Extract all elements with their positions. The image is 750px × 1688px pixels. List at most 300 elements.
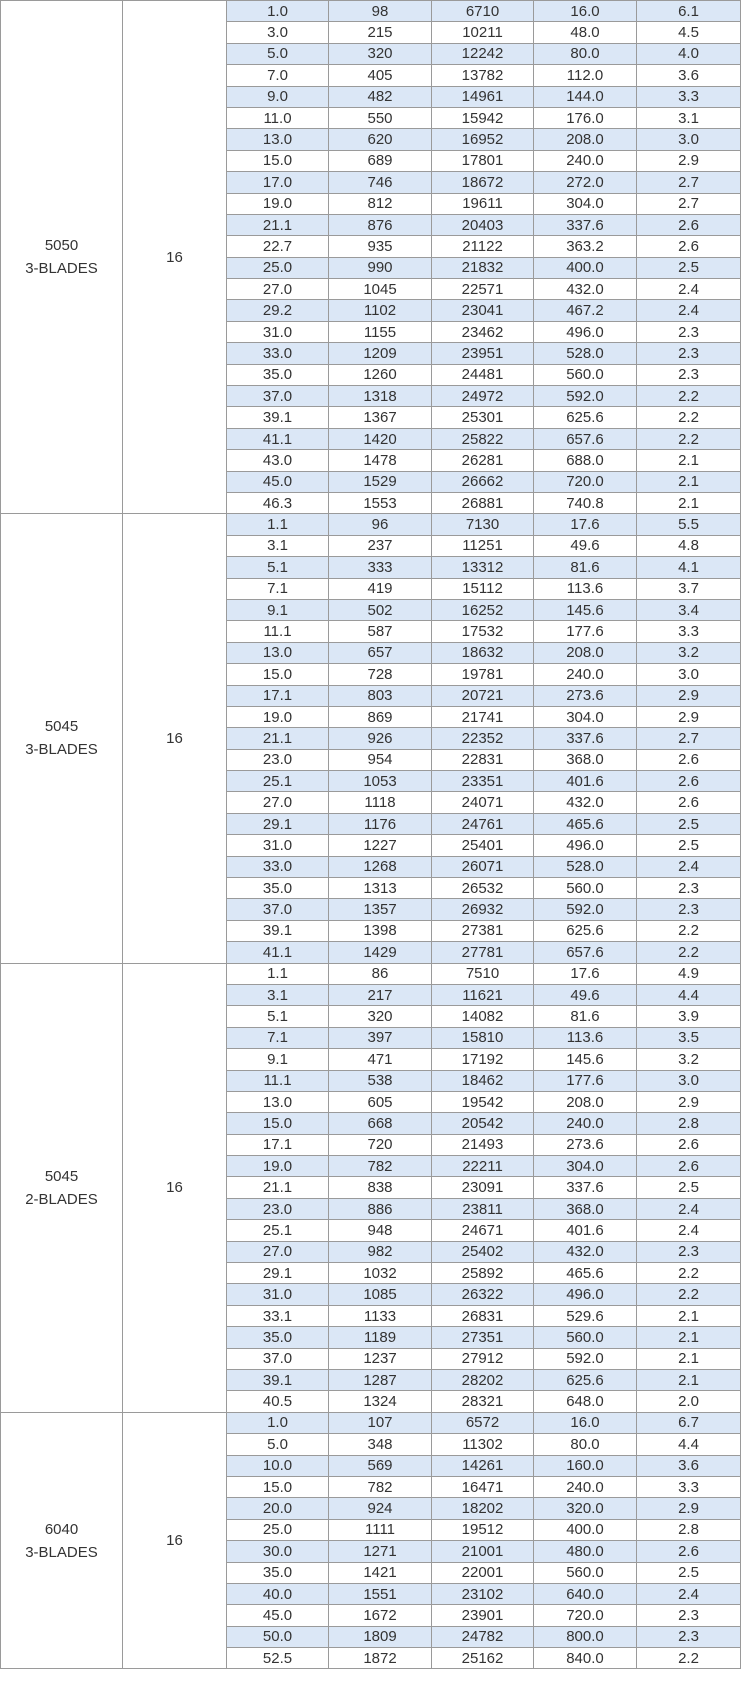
thrust-cell: 26831 <box>432 1305 534 1326</box>
efficiency-cell: 3.6 <box>637 1455 741 1476</box>
efficiency-cell: 2.6 <box>637 1134 741 1155</box>
rpm-cell: 1421 <box>329 1562 432 1583</box>
rpm-cell: 876 <box>329 214 432 235</box>
thrust-cell: 13782 <box>432 65 534 86</box>
power-cell: 465.6 <box>534 1263 637 1284</box>
power-cell: 560.0 <box>534 878 637 899</box>
power-cell: 432.0 <box>534 792 637 813</box>
rpm-cell: 348 <box>329 1434 432 1455</box>
efficiency-cell: 4.8 <box>637 535 741 556</box>
throttle-cell: 25.0 <box>227 1519 329 1540</box>
power-cell: 496.0 <box>534 321 637 342</box>
rpm-cell: 320 <box>329 1006 432 1027</box>
efficiency-cell: 2.3 <box>637 899 741 920</box>
power-cell: 320.0 <box>534 1498 637 1519</box>
rpm-cell: 1551 <box>329 1583 432 1604</box>
rpm-cell: 96 <box>329 514 432 535</box>
rpm-cell: 1313 <box>329 878 432 899</box>
rpm-cell: 1271 <box>329 1541 432 1562</box>
rpm-cell: 1085 <box>329 1284 432 1305</box>
power-cell: 363.2 <box>534 236 637 257</box>
throttle-cell: 35.0 <box>227 1562 329 1583</box>
thrust-cell: 18462 <box>432 1070 534 1091</box>
power-cell: 640.0 <box>534 1583 637 1604</box>
power-cell: 240.0 <box>534 150 637 171</box>
rpm-cell: 1155 <box>329 321 432 342</box>
table-body <box>1 1 741 1669</box>
throttle-cell: 39.1 <box>227 920 329 941</box>
thrust-cell: 26071 <box>432 856 534 877</box>
efficiency-cell: 2.8 <box>637 1519 741 1540</box>
throttle-cell: 41.1 <box>227 428 329 449</box>
throttle-cell: 19.0 <box>227 1156 329 1177</box>
rpm-cell: 782 <box>329 1476 432 1497</box>
power-cell: 144.0 <box>534 86 637 107</box>
power-cell: 496.0 <box>534 1284 637 1305</box>
throttle-cell: 17.0 <box>227 172 329 193</box>
efficiency-cell: 3.3 <box>637 1476 741 1497</box>
throttle-cell: 29.1 <box>227 813 329 834</box>
efficiency-cell: 2.5 <box>637 257 741 278</box>
power-cell: 208.0 <box>534 129 637 150</box>
thrust-cell: 24671 <box>432 1220 534 1241</box>
rpm-cell: 1176 <box>329 813 432 834</box>
thrust-cell: 24782 <box>432 1626 534 1647</box>
thrust-cell: 19512 <box>432 1519 534 1540</box>
throttle-cell: 27.0 <box>227 1241 329 1262</box>
power-cell: 496.0 <box>534 835 637 856</box>
power-cell: 240.0 <box>534 1113 637 1134</box>
efficiency-cell: 4.1 <box>637 557 741 578</box>
power-cell: 81.6 <box>534 557 637 578</box>
throttle-cell: 22.7 <box>227 236 329 257</box>
throttle-cell: 15.0 <box>227 150 329 171</box>
throttle-cell: 29.2 <box>227 300 329 321</box>
efficiency-cell: 2.9 <box>637 150 741 171</box>
rpm-cell: 1398 <box>329 920 432 941</box>
efficiency-cell: 2.3 <box>637 364 741 385</box>
efficiency-cell: 4.9 <box>637 963 741 984</box>
efficiency-cell: 3.0 <box>637 664 741 685</box>
efficiency-cell: 2.3 <box>637 321 741 342</box>
throttle-cell: 25.1 <box>227 771 329 792</box>
throttle-cell: 19.0 <box>227 706 329 727</box>
efficiency-cell: 2.2 <box>637 407 741 428</box>
power-cell: 800.0 <box>534 1626 637 1647</box>
table-row <box>1 963 741 984</box>
efficiency-cell: 3.3 <box>637 86 741 107</box>
power-cell: 400.0 <box>534 1519 637 1540</box>
throttle-cell: 15.0 <box>227 1476 329 1497</box>
thrust-cell: 16952 <box>432 129 534 150</box>
efficiency-cell: 2.6 <box>637 792 741 813</box>
throttle-cell: 23.0 <box>227 749 329 770</box>
thrust-cell: 23901 <box>432 1605 534 1626</box>
throttle-cell: 13.0 <box>227 1091 329 1112</box>
rpm-cell: 1053 <box>329 771 432 792</box>
efficiency-cell: 2.1 <box>637 1327 741 1348</box>
efficiency-cell: 2.3 <box>637 1605 741 1626</box>
rpm-cell: 1809 <box>329 1626 432 1647</box>
efficiency-cell: 4.4 <box>637 984 741 1005</box>
efficiency-cell: 2.3 <box>637 878 741 899</box>
rpm-cell: 657 <box>329 642 432 663</box>
thrust-cell: 6572 <box>432 1412 534 1433</box>
throttle-cell: 9.0 <box>227 86 329 107</box>
propeller-model: 5050 <box>44 237 79 255</box>
blade-count: 2-BLADES <box>25 1190 98 1208</box>
efficiency-cell: 2.0 <box>637 1391 741 1412</box>
rpm-cell: 1102 <box>329 300 432 321</box>
throttle-cell: 33.1 <box>227 1305 329 1326</box>
power-cell: 480.0 <box>534 1541 637 1562</box>
thrust-cell: 26662 <box>432 471 534 492</box>
efficiency-cell: 2.6 <box>637 749 741 770</box>
thrust-cell: 15942 <box>432 107 534 128</box>
rpm-cell: 107 <box>329 1412 432 1433</box>
blade-count: 3-BLADES <box>25 1543 98 1561</box>
throttle-cell: 45.0 <box>227 1605 329 1626</box>
thrust-cell: 21122 <box>432 236 534 257</box>
power-cell: 112.0 <box>534 65 637 86</box>
throttle-cell: 5.1 <box>227 557 329 578</box>
thrust-cell: 13312 <box>432 557 534 578</box>
throttle-cell: 31.0 <box>227 835 329 856</box>
thrust-cell: 26932 <box>432 899 534 920</box>
throttle-cell: 23.0 <box>227 1198 329 1219</box>
throttle-cell: 1.0 <box>227 1 329 22</box>
thrust-cell: 26281 <box>432 450 534 471</box>
efficiency-cell: 2.1 <box>637 471 741 492</box>
rpm-cell: 1209 <box>329 343 432 364</box>
rpm-cell: 1429 <box>329 942 432 963</box>
rpm-cell: 782 <box>329 1156 432 1177</box>
efficiency-cell: 6.7 <box>637 1412 741 1433</box>
throttle-cell: 52.5 <box>227 1648 329 1669</box>
thrust-cell: 20403 <box>432 214 534 235</box>
throttle-cell: 31.0 <box>227 1284 329 1305</box>
thrust-cell: 7510 <box>432 963 534 984</box>
power-cell: 337.6 <box>534 1177 637 1198</box>
rpm-cell: 838 <box>329 1177 432 1198</box>
rpm-cell: 502 <box>329 599 432 620</box>
throttle-cell: 37.0 <box>227 1348 329 1369</box>
power-cell: 432.0 <box>534 1241 637 1262</box>
rpm-cell: 333 <box>329 557 432 578</box>
rpm-cell: 550 <box>329 107 432 128</box>
rpm-cell: 728 <box>329 664 432 685</box>
throttle-cell: 37.0 <box>227 899 329 920</box>
size-cell: 16 <box>123 1 227 514</box>
thrust-cell: 6710 <box>432 1 534 22</box>
blade-count: 3-BLADES <box>25 260 98 278</box>
rpm-cell: 587 <box>329 621 432 642</box>
rpm-cell: 397 <box>329 1027 432 1048</box>
power-cell: 592.0 <box>534 899 637 920</box>
rpm-cell: 1672 <box>329 1605 432 1626</box>
rpm-cell: 1872 <box>329 1648 432 1669</box>
thrust-cell: 14261 <box>432 1455 534 1476</box>
efficiency-cell: 2.6 <box>637 214 741 235</box>
thrust-cell: 17192 <box>432 1049 534 1070</box>
rpm-cell: 982 <box>329 1241 432 1262</box>
rpm-cell: 1045 <box>329 279 432 300</box>
power-cell: 337.6 <box>534 214 637 235</box>
rpm-cell: 98 <box>329 1 432 22</box>
throttle-cell: 3.1 <box>227 984 329 1005</box>
thrust-cell: 25162 <box>432 1648 534 1669</box>
efficiency-cell: 2.6 <box>637 236 741 257</box>
power-cell: 17.6 <box>534 514 637 535</box>
efficiency-cell: 3.2 <box>637 642 741 663</box>
thrust-cell: 10211 <box>432 22 534 43</box>
thrust-cell: 25401 <box>432 835 534 856</box>
thrust-cell: 16252 <box>432 599 534 620</box>
thrust-cell: 24071 <box>432 792 534 813</box>
thrust-cell: 21832 <box>432 257 534 278</box>
thrust-cell: 26322 <box>432 1284 534 1305</box>
power-cell: 113.6 <box>534 578 637 599</box>
blade-count: 3-BLADES <box>25 741 98 759</box>
power-cell: 16.0 <box>534 1 637 22</box>
efficiency-cell: 2.4 <box>637 1220 741 1241</box>
throttle-cell: 13.0 <box>227 129 329 150</box>
throttle-cell: 10.0 <box>227 1455 329 1476</box>
throttle-cell: 43.0 <box>227 450 329 471</box>
throttle-cell: 9.1 <box>227 1049 329 1070</box>
thrust-cell: 11251 <box>432 535 534 556</box>
efficiency-cell: 4.5 <box>637 22 741 43</box>
thrust-cell: 22571 <box>432 279 534 300</box>
throttle-cell: 7.1 <box>227 578 329 599</box>
efficiency-cell: 2.5 <box>637 813 741 834</box>
rpm-cell: 620 <box>329 129 432 150</box>
thrust-cell: 14961 <box>432 86 534 107</box>
thrust-cell: 23091 <box>432 1177 534 1198</box>
power-cell: 176.0 <box>534 107 637 128</box>
thrust-cell: 24972 <box>432 386 534 407</box>
size-cell: 16 <box>123 514 227 963</box>
power-cell: 657.6 <box>534 428 637 449</box>
efficiency-cell: 2.2 <box>637 1648 741 1669</box>
rpm-cell: 471 <box>329 1049 432 1070</box>
power-cell: 145.6 <box>534 1049 637 1070</box>
throttle-cell: 13.0 <box>227 642 329 663</box>
throttle-cell: 27.0 <box>227 792 329 813</box>
efficiency-cell: 2.4 <box>637 279 741 300</box>
propeller-model-cell <box>1 963 123 1412</box>
efficiency-cell: 2.7 <box>637 193 741 214</box>
rpm-cell: 1420 <box>329 428 432 449</box>
propeller-model-cell <box>1 1412 123 1669</box>
thrust-cell: 28202 <box>432 1370 534 1391</box>
propeller-model-cell <box>1 514 123 963</box>
size-cell: 16 <box>123 1412 227 1669</box>
rpm-cell: 217 <box>329 984 432 1005</box>
efficiency-cell: 2.8 <box>637 1113 741 1134</box>
throttle-cell: 19.0 <box>227 193 329 214</box>
throttle-cell: 15.0 <box>227 664 329 685</box>
throttle-cell: 5.0 <box>227 43 329 64</box>
table-row <box>1 1 741 22</box>
throttle-cell: 7.0 <box>227 65 329 86</box>
thrust-cell: 7130 <box>432 514 534 535</box>
thrust-cell: 11621 <box>432 984 534 1005</box>
rpm-cell: 1227 <box>329 835 432 856</box>
power-cell: 528.0 <box>534 343 637 364</box>
efficiency-cell: 3.4 <box>637 599 741 620</box>
thrust-cell: 14082 <box>432 1006 534 1027</box>
thrust-cell: 22831 <box>432 749 534 770</box>
thrust-cell: 23462 <box>432 321 534 342</box>
rpm-cell: 720 <box>329 1134 432 1155</box>
power-cell: 657.6 <box>534 942 637 963</box>
efficiency-cell: 2.5 <box>637 835 741 856</box>
thrust-cell: 18632 <box>432 642 534 663</box>
thrust-cell: 28321 <box>432 1391 534 1412</box>
thrust-cell: 19611 <box>432 193 534 214</box>
thrust-cell: 23351 <box>432 771 534 792</box>
efficiency-cell: 2.2 <box>637 428 741 449</box>
throttle-cell: 33.0 <box>227 343 329 364</box>
power-cell: 625.6 <box>534 920 637 941</box>
efficiency-cell: 4.0 <box>637 43 741 64</box>
size-cell: 16 <box>123 963 227 1412</box>
rpm-cell: 935 <box>329 236 432 257</box>
efficiency-cell: 2.1 <box>637 1305 741 1326</box>
efficiency-cell: 2.9 <box>637 1498 741 1519</box>
efficiency-cell: 2.3 <box>637 343 741 364</box>
propeller-model: 5045 <box>44 1167 79 1185</box>
power-cell: 48.0 <box>534 22 637 43</box>
thrust-cell: 25822 <box>432 428 534 449</box>
thrust-cell: 20542 <box>432 1113 534 1134</box>
throttle-cell: 27.0 <box>227 279 329 300</box>
efficiency-cell: 3.0 <box>637 129 741 150</box>
power-cell: 720.0 <box>534 471 637 492</box>
efficiency-cell: 2.4 <box>637 300 741 321</box>
efficiency-cell: 3.2 <box>637 1049 741 1070</box>
rpm-cell: 1268 <box>329 856 432 877</box>
rpm-cell: 1357 <box>329 899 432 920</box>
efficiency-cell: 2.7 <box>637 172 741 193</box>
throttle-cell: 5.0 <box>227 1434 329 1455</box>
throttle-cell: 30.0 <box>227 1541 329 1562</box>
efficiency-cell: 2.6 <box>637 1156 741 1177</box>
power-cell: 81.6 <box>534 1006 637 1027</box>
efficiency-cell: 2.3 <box>637 1626 741 1647</box>
power-cell: 80.0 <box>534 43 637 64</box>
rpm-cell: 1287 <box>329 1370 432 1391</box>
throttle-cell: 41.1 <box>227 942 329 963</box>
rpm-cell: 1237 <box>329 1348 432 1369</box>
efficiency-cell: 2.1 <box>637 492 741 513</box>
thrust-cell: 23102 <box>432 1583 534 1604</box>
rpm-cell: 605 <box>329 1091 432 1112</box>
throttle-cell: 50.0 <box>227 1626 329 1647</box>
power-cell: 208.0 <box>534 1091 637 1112</box>
rpm-cell: 746 <box>329 172 432 193</box>
rpm-cell: 482 <box>329 86 432 107</box>
efficiency-cell: 5.5 <box>637 514 741 535</box>
power-cell: 272.0 <box>534 172 637 193</box>
thrust-cell: 27912 <box>432 1348 534 1369</box>
thrust-cell: 17532 <box>432 621 534 642</box>
propeller-model-cell <box>1 1 123 514</box>
throttle-cell: 37.0 <box>227 386 329 407</box>
power-cell: 560.0 <box>534 364 637 385</box>
thrust-cell: 22001 <box>432 1562 534 1583</box>
efficiency-cell: 2.2 <box>637 920 741 941</box>
power-cell: 177.6 <box>534 1070 637 1091</box>
power-cell: 432.0 <box>534 279 637 300</box>
thrust-cell: 11302 <box>432 1434 534 1455</box>
power-cell: 528.0 <box>534 856 637 877</box>
throttle-cell: 3.1 <box>227 535 329 556</box>
thrust-cell: 27781 <box>432 942 534 963</box>
efficiency-cell: 3.7 <box>637 578 741 599</box>
efficiency-cell: 2.4 <box>637 856 741 877</box>
throttle-cell: 35.0 <box>227 364 329 385</box>
rpm-cell: 1032 <box>329 1263 432 1284</box>
rpm-cell: 1367 <box>329 407 432 428</box>
power-cell: 529.6 <box>534 1305 637 1326</box>
thrust-cell: 27381 <box>432 920 534 941</box>
power-cell: 17.6 <box>534 963 637 984</box>
efficiency-cell: 2.9 <box>637 706 741 727</box>
throttle-cell: 25.1 <box>227 1220 329 1241</box>
throttle-cell: 17.1 <box>227 685 329 706</box>
thrust-cell: 19781 <box>432 664 534 685</box>
throttle-cell: 40.5 <box>227 1391 329 1412</box>
efficiency-cell: 6.1 <box>637 1 741 22</box>
rpm-cell: 924 <box>329 1498 432 1519</box>
power-cell: 401.6 <box>534 771 637 792</box>
rpm-cell: 569 <box>329 1455 432 1476</box>
throttle-cell: 11.1 <box>227 621 329 642</box>
table-row <box>1 1412 741 1433</box>
thrust-cell: 15112 <box>432 578 534 599</box>
power-cell: 560.0 <box>534 1562 637 1583</box>
thrust-cell: 21001 <box>432 1541 534 1562</box>
throttle-cell: 1.0 <box>227 1412 329 1433</box>
power-cell: 337.6 <box>534 728 637 749</box>
rpm-cell: 954 <box>329 749 432 770</box>
efficiency-cell: 2.7 <box>637 728 741 749</box>
power-cell: 592.0 <box>534 1348 637 1369</box>
throttle-cell: 7.1 <box>227 1027 329 1048</box>
propeller-model: 6040 <box>44 1520 79 1538</box>
throttle-cell: 29.1 <box>227 1263 329 1284</box>
rpm-cell: 1133 <box>329 1305 432 1326</box>
rpm-cell: 1324 <box>329 1391 432 1412</box>
efficiency-cell: 2.2 <box>637 942 741 963</box>
rpm-cell: 689 <box>329 150 432 171</box>
power-cell: 840.0 <box>534 1648 637 1669</box>
efficiency-cell: 2.9 <box>637 685 741 706</box>
thrust-cell: 12242 <box>432 43 534 64</box>
thrust-cell: 23951 <box>432 343 534 364</box>
thrust-cell: 21741 <box>432 706 534 727</box>
throttle-cell: 21.1 <box>227 214 329 235</box>
rpm-cell: 1478 <box>329 450 432 471</box>
rpm-cell: 1189 <box>329 1327 432 1348</box>
rpm-cell: 1529 <box>329 471 432 492</box>
throttle-cell: 31.0 <box>227 321 329 342</box>
efficiency-cell: 3.5 <box>637 1027 741 1048</box>
power-cell: 80.0 <box>534 1434 637 1455</box>
table-row <box>1 514 741 535</box>
